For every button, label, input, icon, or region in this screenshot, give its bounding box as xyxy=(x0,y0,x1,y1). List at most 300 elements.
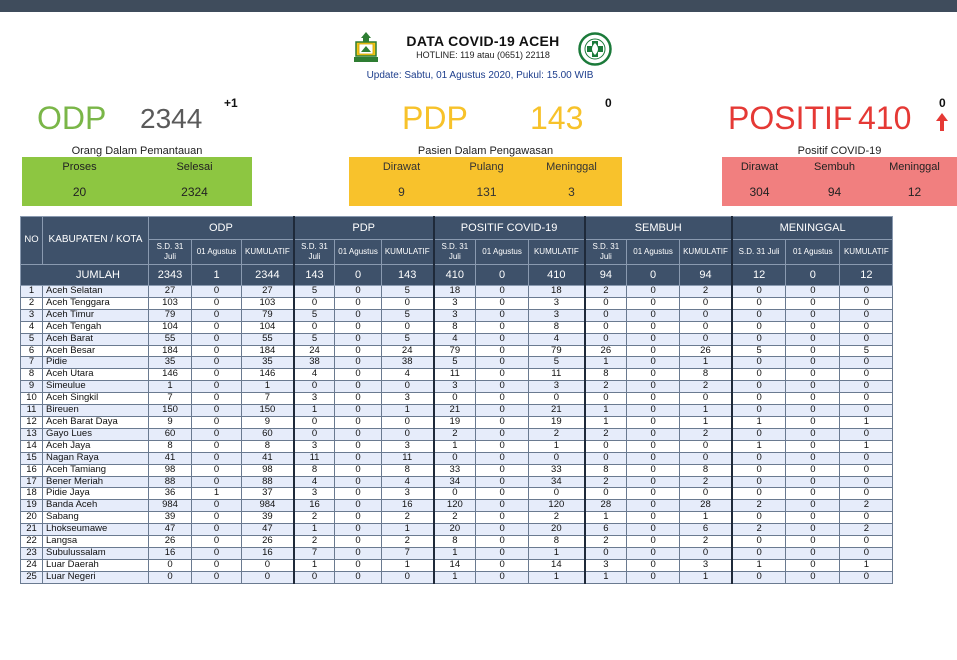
row-value-cell: 0 xyxy=(680,333,732,345)
row-value-cell: 0 xyxy=(627,393,680,405)
row-value-cell: 184 xyxy=(242,345,294,357)
row-value-cell: 34 xyxy=(434,476,476,488)
row-value-cell: 7 xyxy=(149,393,192,405)
row-value-cell: 0 xyxy=(192,286,242,298)
row-value-cell: 0 xyxy=(786,345,840,357)
row-value-cell: 0 xyxy=(476,321,529,333)
pdp-total: 143 xyxy=(530,100,584,136)
row-value-cell: 0 xyxy=(627,524,680,536)
row-value-cell: 2 xyxy=(680,286,732,298)
row-value-cell: 146 xyxy=(149,369,192,381)
row-number: 13 xyxy=(21,428,43,440)
row-value-cell: 0 xyxy=(786,297,840,309)
row-value-cell: 2 xyxy=(529,428,585,440)
row-value-cell: 0 xyxy=(786,286,840,298)
odp-breakdown-box xyxy=(22,157,252,206)
row-value-cell: 3 xyxy=(294,440,335,452)
health-ministry-logo-icon xyxy=(578,32,612,66)
jumlah-cell: 410 xyxy=(529,265,585,286)
row-value-cell: 3 xyxy=(381,393,433,405)
row-value-cell: 35 xyxy=(149,357,192,369)
row-value-cell: 1 xyxy=(732,416,786,428)
row-value-cell: 1 xyxy=(732,440,786,452)
row-value-cell: 0 xyxy=(840,547,893,559)
row-region-name: Lhokseumawe xyxy=(43,524,149,536)
row-number: 21 xyxy=(21,524,43,536)
row-value-cell: 0 xyxy=(476,369,529,381)
row-value-cell: 2 xyxy=(680,476,732,488)
row-value-cell: 1 xyxy=(434,440,476,452)
row-value-cell: 1 xyxy=(529,571,585,583)
group-header-odp: ODP xyxy=(149,217,294,240)
row-value-cell: 0 xyxy=(335,536,382,548)
row-value-cell: 0 xyxy=(732,428,786,440)
row-value-cell: 8 xyxy=(242,440,294,452)
row-value-cell: 0 xyxy=(840,512,893,524)
row-value-cell: 2 xyxy=(680,428,732,440)
row-value-cell: 0 xyxy=(627,357,680,369)
row-region-name: Subulussalam xyxy=(43,547,149,559)
row-region-name: Pidie xyxy=(43,357,149,369)
row-value-cell: 20 xyxy=(529,524,585,536)
row-value-cell: 34 xyxy=(529,476,585,488)
row-value-cell: 0 xyxy=(476,500,529,512)
row-value-cell: 0 xyxy=(585,488,627,500)
row-region-name: Aceh Jaya xyxy=(43,440,149,452)
sub-header-01agustus: 01 Agustus xyxy=(786,240,840,265)
row-value-cell: 0 xyxy=(192,309,242,321)
row-number: 12 xyxy=(21,416,43,428)
row-value-cell: 98 xyxy=(149,464,192,476)
row-value-cell: 0 xyxy=(192,297,242,309)
row-value-cell: 35 xyxy=(242,357,294,369)
row-value-cell: 103 xyxy=(242,297,294,309)
row-value-cell: 0 xyxy=(840,333,893,345)
jumlah-cell: 143 xyxy=(381,265,433,286)
row-value-cell: 1 xyxy=(585,357,627,369)
row-value-cell: 0 xyxy=(585,321,627,333)
row-value-cell: 0 xyxy=(732,321,786,333)
row-value-cell: 6 xyxy=(585,524,627,536)
row-value-cell: 0 xyxy=(732,309,786,321)
row-value-cell: 0 xyxy=(476,464,529,476)
row-value-cell: 0 xyxy=(627,333,680,345)
row-value-cell: 19 xyxy=(529,416,585,428)
row-value-cell: 0 xyxy=(192,369,242,381)
row-value-cell: 0 xyxy=(335,286,382,298)
row-region-name: Bireuen xyxy=(43,405,149,417)
row-value-cell: 0 xyxy=(476,309,529,321)
row-value-cell: 0 xyxy=(192,345,242,357)
row-value-cell: 0 xyxy=(786,547,840,559)
row-value-cell: 14 xyxy=(434,559,476,571)
sub-header-kumulatif: KUMULATIF xyxy=(529,240,585,265)
jumlah-cell: 94 xyxy=(585,265,627,286)
positif-total: 410 xyxy=(858,100,912,136)
row-value-cell: 0 xyxy=(381,571,433,583)
row-value-cell: 120 xyxy=(529,500,585,512)
row-region-name: Aceh Selatan xyxy=(43,286,149,298)
row-value-cell: 0 xyxy=(476,524,529,536)
sub-header-kumulatif: KUMULATIF xyxy=(381,240,433,265)
table-row xyxy=(21,476,893,488)
row-value-cell: 0 xyxy=(840,297,893,309)
row-value-cell: 0 xyxy=(840,321,893,333)
row-value-cell: 4 xyxy=(294,476,335,488)
row-value-cell: 2 xyxy=(680,381,732,393)
table-row xyxy=(21,321,893,333)
col-header-no: NO xyxy=(21,217,43,265)
row-number: 16 xyxy=(21,464,43,476)
row-value-cell: 11 xyxy=(381,452,433,464)
row-value-cell: 79 xyxy=(529,345,585,357)
row-number: 9 xyxy=(21,381,43,393)
row-value-cell: 19 xyxy=(434,416,476,428)
row-value-cell: 60 xyxy=(242,428,294,440)
sub-header-kumulatif: KUMULATIF xyxy=(680,240,732,265)
row-value-cell: 0 xyxy=(786,405,840,417)
row-value-cell: 0 xyxy=(627,559,680,571)
row-value-cell: 0 xyxy=(840,405,893,417)
row-value-cell: 0 xyxy=(476,286,529,298)
table-row xyxy=(21,405,893,417)
row-value-cell: 21 xyxy=(434,405,476,417)
table-row xyxy=(21,381,893,393)
jumlah-cell: 1 xyxy=(192,265,242,286)
row-number: 2 xyxy=(21,297,43,309)
row-value-cell: 0 xyxy=(840,309,893,321)
positif-delta: 0 xyxy=(939,96,946,110)
row-number: 8 xyxy=(21,369,43,381)
row-value-cell: 0 xyxy=(192,536,242,548)
sub-header-sd31: S.D. 31 Juli xyxy=(294,240,335,265)
row-value-cell: 16 xyxy=(149,547,192,559)
row-value-cell: 3 xyxy=(680,559,732,571)
row-value-cell: 0 xyxy=(840,476,893,488)
row-value-cell: 5 xyxy=(381,286,433,298)
row-value-cell: 8 xyxy=(434,321,476,333)
row-value-cell: 103 xyxy=(149,297,192,309)
row-value-cell: 0 xyxy=(335,571,382,583)
row-value-cell: 0 xyxy=(786,488,840,500)
row-value-cell: 0 xyxy=(786,559,840,571)
row-value-cell: 1 xyxy=(529,440,585,452)
row-number: 1 xyxy=(21,286,43,298)
row-value-cell: 0 xyxy=(732,333,786,345)
pdp-description: Pasien Dalam Pengawasan xyxy=(417,145,554,157)
row-value-cell: 1 xyxy=(680,512,732,524)
row-value-cell: 8 xyxy=(529,536,585,548)
row-value-cell: 0 xyxy=(680,297,732,309)
row-region-name: Sabang xyxy=(43,512,149,524)
row-value-cell: 0 xyxy=(335,345,382,357)
row-value-cell: 0 xyxy=(732,381,786,393)
row-region-name: Aceh Utara xyxy=(43,369,149,381)
pdp-delta: 0 xyxy=(605,96,612,110)
row-value-cell: 0 xyxy=(192,405,242,417)
row-value-cell: 0 xyxy=(335,559,382,571)
row-value-cell: 0 xyxy=(732,464,786,476)
row-value-cell: 5 xyxy=(732,345,786,357)
row-value-cell: 26 xyxy=(585,345,627,357)
row-value-cell: 0 xyxy=(786,333,840,345)
row-value-cell: 0 xyxy=(192,571,242,583)
pdp-label: PDP xyxy=(402,100,468,136)
row-value-cell: 150 xyxy=(242,405,294,417)
row-value-cell: 0 xyxy=(192,333,242,345)
row-value-cell: 1 xyxy=(149,381,192,393)
jumlah-cell: 2343 xyxy=(149,265,192,286)
pdp-val-dirawat: 9 xyxy=(398,185,405,199)
odp-label: ODP xyxy=(37,100,107,136)
row-value-cell: 0 xyxy=(786,321,840,333)
row-value-cell: 0 xyxy=(840,536,893,548)
row-value-cell: 5 xyxy=(840,345,893,357)
row-value-cell: 0 xyxy=(335,524,382,536)
pdp-val-pulang: 131 xyxy=(476,185,497,199)
positif-description: Positif COVID-19 xyxy=(797,145,882,157)
row-value-cell: 0 xyxy=(192,524,242,536)
row-value-cell: 0 xyxy=(840,357,893,369)
row-value-cell: 0 xyxy=(786,357,840,369)
row-value-cell: 3 xyxy=(585,559,627,571)
row-value-cell: 2 xyxy=(585,476,627,488)
table-row xyxy=(21,571,893,583)
row-value-cell: 0 xyxy=(476,536,529,548)
row-region-name: Luar Negeri xyxy=(43,571,149,583)
jumlah-row xyxy=(21,265,893,286)
row-value-cell: 0 xyxy=(786,369,840,381)
row-value-cell: 0 xyxy=(627,488,680,500)
table-row xyxy=(21,416,893,428)
row-value-cell: 0 xyxy=(434,393,476,405)
row-value-cell: 0 xyxy=(294,571,335,583)
row-value-cell: 0 xyxy=(732,571,786,583)
row-value-cell: 38 xyxy=(381,357,433,369)
jumlah-cell: 143 xyxy=(294,265,335,286)
row-value-cell: 0 xyxy=(627,452,680,464)
row-value-cell: 0 xyxy=(585,309,627,321)
sub-header-01agustus: 01 Agustus xyxy=(335,240,382,265)
row-value-cell: 0 xyxy=(585,440,627,452)
positif-val-meninggal: 12 xyxy=(907,185,922,199)
row-value-cell: 0 xyxy=(192,393,242,405)
row-value-cell: 33 xyxy=(529,464,585,476)
positif-col-sembuh: Sembuh xyxy=(814,161,855,173)
row-number: 6 xyxy=(21,345,43,357)
row-value-cell: 5 xyxy=(294,333,335,345)
jumlah-cell: 410 xyxy=(434,265,476,286)
row-value-cell: 3 xyxy=(294,393,335,405)
row-value-cell: 0 xyxy=(529,393,585,405)
row-number: 25 xyxy=(21,571,43,583)
row-value-cell: 2 xyxy=(840,524,893,536)
row-value-cell: 79 xyxy=(149,309,192,321)
row-value-cell: 0 xyxy=(680,321,732,333)
row-value-cell: 0 xyxy=(335,405,382,417)
row-value-cell: 1 xyxy=(294,559,335,571)
row-region-name: Aceh Tenggara xyxy=(43,297,149,309)
row-value-cell: 0 xyxy=(840,381,893,393)
row-value-cell: 60 xyxy=(149,428,192,440)
row-value-cell: 0 xyxy=(732,536,786,548)
row-value-cell: 0 xyxy=(335,333,382,345)
row-value-cell: 11 xyxy=(294,452,335,464)
row-value-cell: 3 xyxy=(381,440,433,452)
row-value-cell: 33 xyxy=(434,464,476,476)
update-timestamp: Update: Sabtu, 01 Agustus 2020, Pukul: 15.00 WIB xyxy=(366,70,594,81)
row-value-cell: 0 xyxy=(627,536,680,548)
row-value-cell: 2 xyxy=(294,512,335,524)
row-region-name: Nagan Raya xyxy=(43,452,149,464)
row-value-cell: 38 xyxy=(294,357,335,369)
row-value-cell: 0 xyxy=(149,571,192,583)
jumlah-cell: 2344 xyxy=(242,265,294,286)
covid-data-table xyxy=(20,216,893,584)
row-value-cell: 0 xyxy=(680,452,732,464)
row-value-cell: 7 xyxy=(242,393,294,405)
row-value-cell: 0 xyxy=(627,297,680,309)
row-value-cell: 0 xyxy=(585,297,627,309)
row-value-cell: 39 xyxy=(242,512,294,524)
table-row xyxy=(21,428,893,440)
row-value-cell: 4 xyxy=(529,333,585,345)
sub-header-sd31: S.D. 31 Juli xyxy=(434,240,476,265)
row-value-cell: 0 xyxy=(732,357,786,369)
table-row xyxy=(21,547,893,559)
row-value-cell: 0 xyxy=(786,381,840,393)
row-region-name: Aceh Singkil xyxy=(43,393,149,405)
row-value-cell: 1 xyxy=(680,571,732,583)
row-number: 18 xyxy=(21,488,43,500)
row-region-name: Aceh Tengah xyxy=(43,321,149,333)
row-value-cell: 4 xyxy=(434,333,476,345)
row-value-cell: 0 xyxy=(335,369,382,381)
odp-col-selesai: Selesai xyxy=(176,161,213,173)
row-value-cell: 36 xyxy=(149,488,192,500)
row-value-cell: 5 xyxy=(529,357,585,369)
row-value-cell: 0 xyxy=(476,393,529,405)
row-value-cell: 5 xyxy=(294,286,335,298)
row-value-cell: 0 xyxy=(786,393,840,405)
row-value-cell: 3 xyxy=(529,381,585,393)
row-value-cell: 88 xyxy=(149,476,192,488)
row-value-cell: 2 xyxy=(732,524,786,536)
row-value-cell: 1 xyxy=(381,559,433,571)
row-value-cell: 0 xyxy=(786,464,840,476)
row-value-cell: 3 xyxy=(529,309,585,321)
row-value-cell: 120 xyxy=(434,500,476,512)
row-value-cell: 28 xyxy=(585,500,627,512)
row-value-cell: 0 xyxy=(732,297,786,309)
row-value-cell: 0 xyxy=(381,321,433,333)
row-value-cell: 55 xyxy=(242,333,294,345)
odp-total: 2344 xyxy=(140,103,203,134)
sub-header-kumulatif: KUMULATIF xyxy=(242,240,294,265)
jumlah-cell: 0 xyxy=(335,265,382,286)
positif-val-dirawat: 304 xyxy=(749,185,770,199)
row-number: 10 xyxy=(21,393,43,405)
row-region-name: Pidie Jaya xyxy=(43,488,149,500)
row-value-cell: 0 xyxy=(840,452,893,464)
table-row xyxy=(21,488,893,500)
row-value-cell: 0 xyxy=(732,452,786,464)
row-number: 7 xyxy=(21,357,43,369)
row-value-cell: 1 xyxy=(585,416,627,428)
row-value-cell: 2 xyxy=(840,500,893,512)
row-value-cell: 0 xyxy=(192,464,242,476)
row-value-cell: 88 xyxy=(242,476,294,488)
row-value-cell: 41 xyxy=(149,452,192,464)
row-value-cell: 0 xyxy=(627,500,680,512)
row-value-cell: 2 xyxy=(529,512,585,524)
row-region-name: Banda Aceh xyxy=(43,500,149,512)
row-value-cell: 5 xyxy=(434,357,476,369)
row-number: 15 xyxy=(21,452,43,464)
row-value-cell: 1 xyxy=(381,524,433,536)
row-value-cell: 4 xyxy=(294,369,335,381)
row-value-cell: 0 xyxy=(335,321,382,333)
row-value-cell: 0 xyxy=(627,416,680,428)
row-value-cell: 0 xyxy=(335,500,382,512)
row-value-cell: 1 xyxy=(680,357,732,369)
row-value-cell: 37 xyxy=(242,488,294,500)
row-value-cell: 0 xyxy=(192,416,242,428)
row-value-cell: 16 xyxy=(242,547,294,559)
row-value-cell: 0 xyxy=(786,428,840,440)
pdp-val-meninggal: 3 xyxy=(568,185,575,199)
row-value-cell: 24 xyxy=(381,345,433,357)
row-value-cell: 8 xyxy=(381,464,433,476)
row-value-cell: 41 xyxy=(242,452,294,464)
row-value-cell: 16 xyxy=(381,500,433,512)
row-value-cell: 28 xyxy=(680,500,732,512)
row-value-cell: 1 xyxy=(242,381,294,393)
row-value-cell: 0 xyxy=(732,393,786,405)
row-value-cell: 4 xyxy=(381,369,433,381)
row-value-cell: 0 xyxy=(192,321,242,333)
row-value-cell: 0 xyxy=(242,571,294,583)
row-value-cell: 0 xyxy=(627,369,680,381)
row-value-cell: 0 xyxy=(840,393,893,405)
row-value-cell: 2 xyxy=(434,512,476,524)
row-value-cell: 47 xyxy=(242,524,294,536)
row-value-cell: 0 xyxy=(335,357,382,369)
row-value-cell: 0 xyxy=(680,440,732,452)
row-value-cell: 0 xyxy=(192,512,242,524)
row-number: 3 xyxy=(21,309,43,321)
row-value-cell: 2 xyxy=(585,536,627,548)
row-value-cell: 0 xyxy=(627,405,680,417)
row-value-cell: 0 xyxy=(335,428,382,440)
row-value-cell: 5 xyxy=(381,333,433,345)
row-value-cell: 0 xyxy=(680,393,732,405)
row-value-cell: 104 xyxy=(242,321,294,333)
sub-header-sd31: S.D. 31 Juli xyxy=(149,240,192,265)
row-value-cell: 1 xyxy=(294,524,335,536)
table-row xyxy=(21,309,893,321)
group-header-positif: POSITIF COVID-19 xyxy=(434,217,585,240)
table-row xyxy=(21,500,893,512)
row-value-cell: 4 xyxy=(381,476,433,488)
row-region-name: Langsa xyxy=(43,536,149,548)
col-header-kabupaten: KABUPATEN / KOTA xyxy=(43,217,149,265)
row-number: 23 xyxy=(21,547,43,559)
row-value-cell: 5 xyxy=(294,309,335,321)
row-value-cell: 8 xyxy=(529,321,585,333)
table-row xyxy=(21,369,893,381)
row-value-cell: 9 xyxy=(242,416,294,428)
